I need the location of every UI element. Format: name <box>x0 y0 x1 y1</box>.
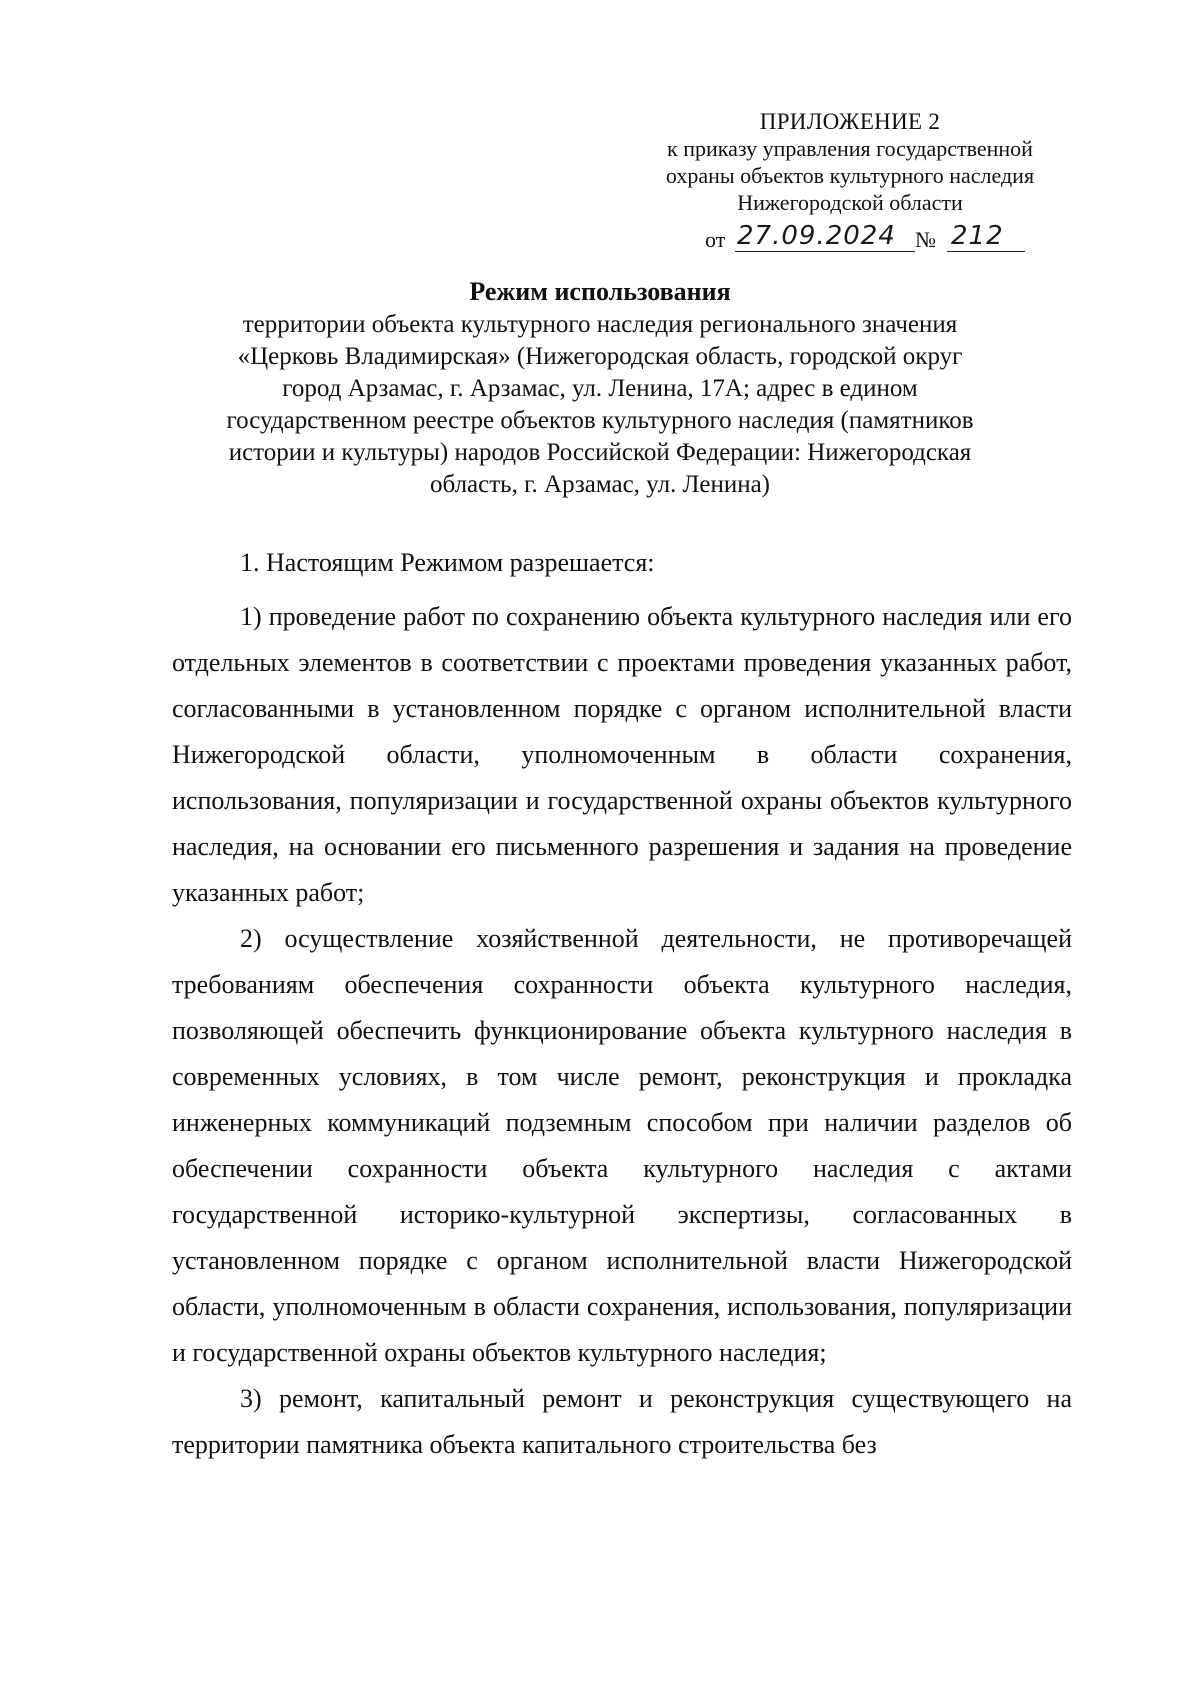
title-subline: территории объекта культурного наследия регионального значения <box>242 311 958 338</box>
title-subline: область, г. Арзамас, ул. Ленина) <box>429 471 770 498</box>
document-title-block <box>150 275 1050 501</box>
paragraph-item-2: 2) осуществление хозяйственной деятельности, не противоречащей требованиям обеспечения сохранности объекта культурного наследия, позволяющей обеспечить функционирование объекта культурного наследия в современных условиях, в том числе ремонт, реконструкция и прокладка инженерных коммуникаций подземным способом при наличии разделов об обеспечении сохранности объекта культурного наследия с актами государственной историко-культурной экспертизы, согласованных в установленном порядке с органом исполнительной власти Нижегородской области, уполномоченным в области сохранения, использования, популяризации и государственной охраны объектов культурного наследия; <box>172 924 1072 1367</box>
order-date-number-line <box>705 221 1025 255</box>
paragraph-item-3: 3) ремонт, капитальный ремонт и реконструкция существующего на территории памятника объекта капитального строительства без <box>172 1384 1072 1459</box>
paragraph-item-1: 1) проведение работ по сохранению объекта культурного наследия или его отдельных элементов в соответствии с проектами проведения указанных работ, согласованными в установленном порядке с органом исполнительной власти Нижегородской области, уполномоченным в области сохранения, использования, популяризации и государственной охраны объектов культурного наследия, на основании его письменного разрешения и задания на проведение указанных работ; <box>172 602 1072 907</box>
paragraph-section-1: 1. Настоящим Режимом разрешается: <box>240 548 655 577</box>
appendix-header <box>620 108 1080 216</box>
title-subline: «Церковь Владимирская» (Нижегородская область, городской округ <box>237 343 963 370</box>
appendix-title: ПРИЛОЖЕНИЕ 2 <box>759 109 941 134</box>
order-date-handwritten: 27.09.2024 <box>737 221 896 251</box>
appendix-line-2: охраны объектов культурного наследия <box>665 163 1035 188</box>
order-number-handwritten: 212 <box>951 221 1004 251</box>
appendix-line-3: Нижегородской области <box>737 190 963 215</box>
title-subline: государственном реестре объектов культурного наследия (памятников <box>226 407 974 434</box>
document-title: Режим использования <box>469 277 731 306</box>
title-subline: истории и культуры) народов Российской Федерации: Нижегородская <box>228 439 972 466</box>
order-number-field <box>947 221 1025 252</box>
number-sign: № <box>915 227 936 252</box>
document-body <box>172 540 1072 1468</box>
date-prefix: от <box>705 227 726 252</box>
order-date-field <box>735 221 915 252</box>
title-subline: город Арзамас, г. Арзамас, ул. Ленина, 17А; адрес в едином <box>282 375 918 402</box>
appendix-line-1: к приказу управления государственной <box>667 136 1033 161</box>
